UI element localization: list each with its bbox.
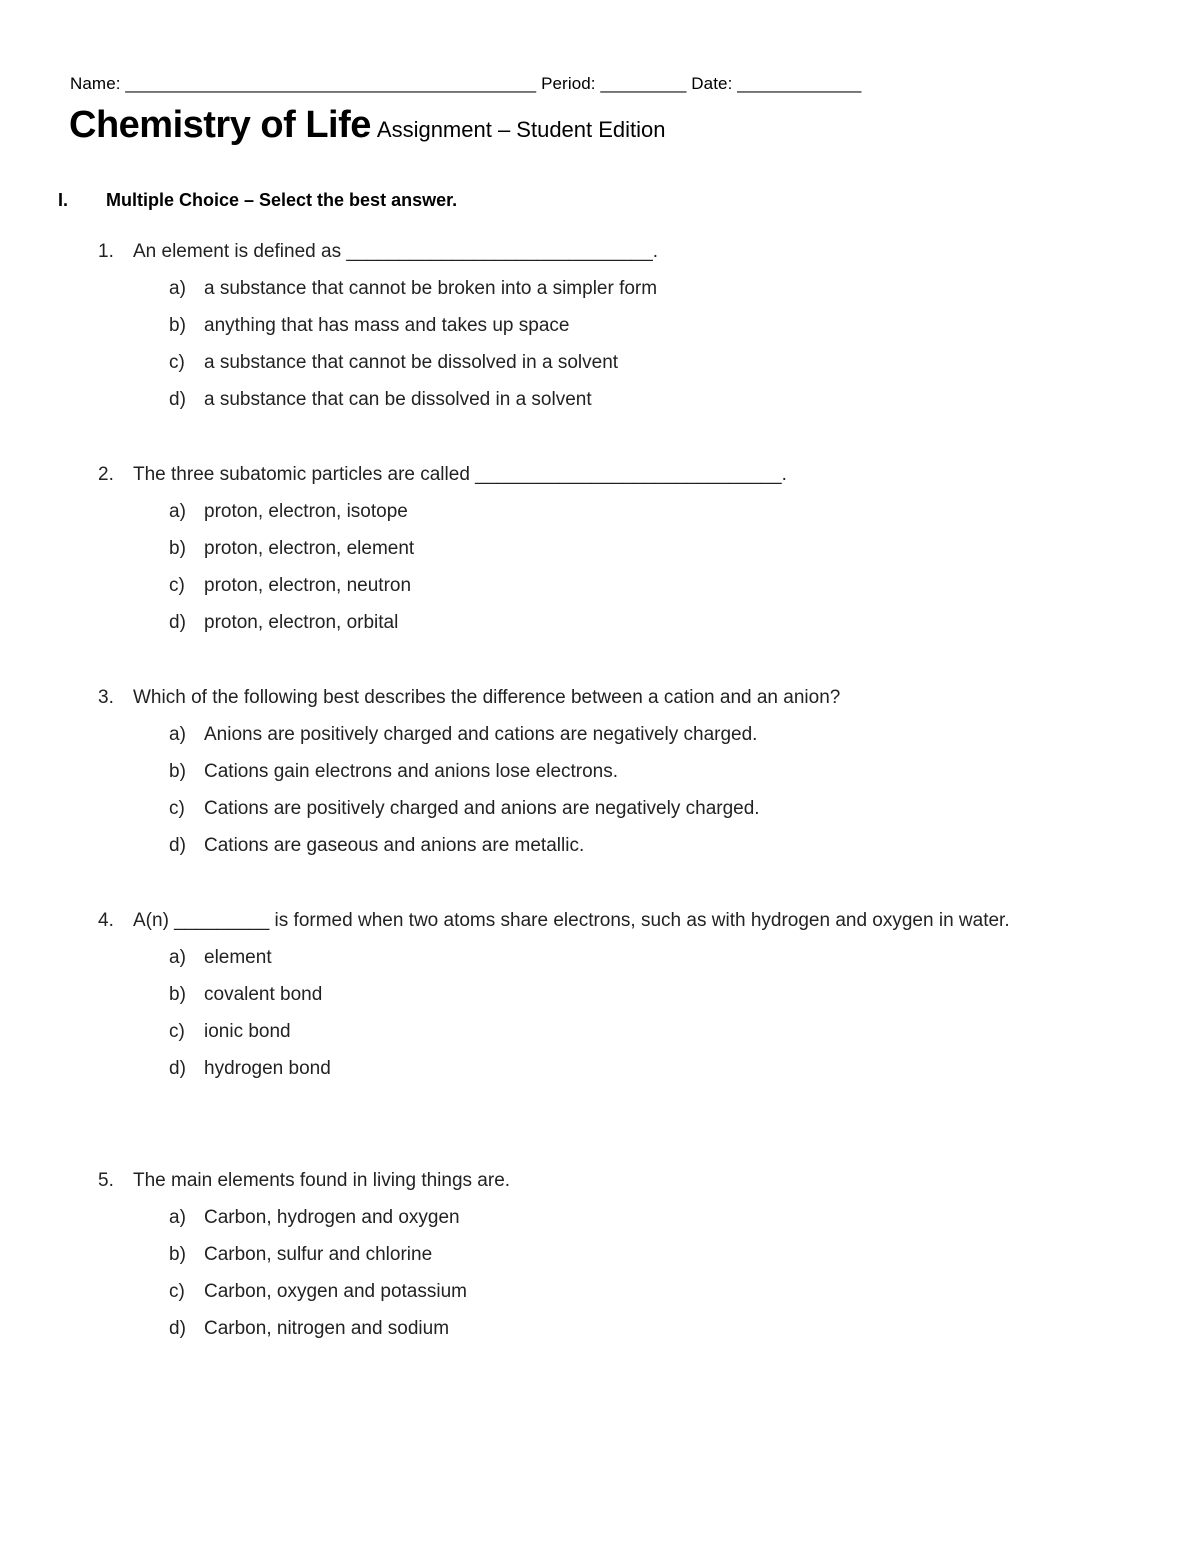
answer-options — [98, 716, 1128, 864]
question-text: The main elements found in living things are. — [133, 1170, 511, 1191]
option-letter: a) — [169, 947, 186, 968]
option-text: proton, electron, isotope — [204, 501, 408, 522]
option-letter: a) — [169, 1207, 186, 1228]
option-letter: d) — [169, 1058, 186, 1079]
question-number: 3. — [98, 687, 114, 708]
answer-option-b[interactable] — [169, 530, 1128, 567]
option-text: Carbon, nitrogen and sodium — [204, 1318, 450, 1339]
option-text: anything that has mass and takes up space — [204, 315, 570, 336]
answer-option-c[interactable] — [169, 1273, 1128, 1310]
question-stem — [98, 233, 1128, 270]
section-number: I. — [58, 190, 69, 210]
answer-option-b[interactable] — [169, 307, 1128, 344]
question-text: A(n) _________ is formed when two atoms share electrons, such as with hydrogen and oxygen in water. — [133, 910, 1010, 931]
question-text: The three subatomic particles are called _____________________________. — [133, 464, 787, 485]
answer-option-a[interactable] — [169, 270, 1128, 307]
option-letter: b) — [169, 315, 186, 336]
answer-option-c[interactable] — [169, 344, 1128, 381]
answer-option-d[interactable] — [169, 1050, 1128, 1087]
option-letter: d) — [169, 389, 186, 410]
question-number: 1. — [98, 241, 114, 262]
page-title: Chemistry of Life — [69, 104, 371, 146]
answer-option-a[interactable] — [169, 1199, 1128, 1236]
option-text: Anions are positively charged and cations are negatively charged. — [204, 724, 758, 745]
option-letter: b) — [169, 1244, 186, 1265]
option-text: proton, electron, orbital — [204, 612, 399, 633]
option-letter: c) — [169, 798, 185, 819]
answer-option-a[interactable] — [169, 716, 1128, 753]
page-subtitle: Assignment – Student Edition — [376, 117, 666, 142]
option-letter: c) — [169, 1021, 185, 1042]
answer-option-c[interactable] — [169, 1013, 1128, 1050]
option-letter: c) — [169, 352, 185, 373]
question-stem — [98, 1162, 1128, 1199]
option-letter: b) — [169, 761, 186, 782]
question-stem — [98, 679, 1128, 716]
option-text: Carbon, oxygen and potassium — [204, 1281, 467, 1302]
option-text: Carbon, sulfur and chlorine — [204, 1244, 433, 1265]
question-stem — [98, 456, 1128, 493]
question-number: 4. — [98, 910, 114, 931]
option-text: Cations are positively charged and anions are negatively charged. — [204, 798, 760, 819]
answer-option-c[interactable] — [169, 790, 1128, 827]
title-row — [69, 104, 666, 147]
answer-option-a[interactable] — [169, 493, 1128, 530]
option-text: element — [204, 947, 272, 968]
question-number: 5. — [98, 1170, 114, 1191]
question-3 — [98, 679, 1128, 864]
answer-option-c[interactable] — [169, 567, 1128, 604]
question-2 — [98, 456, 1128, 641]
answer-options — [98, 493, 1128, 641]
answer-option-d[interactable] — [169, 827, 1128, 864]
option-text: a substance that cannot be dissolved in a solvent — [204, 352, 619, 373]
answer-option-d[interactable] — [169, 604, 1128, 641]
option-text: proton, electron, neutron — [204, 575, 412, 596]
answer-options — [98, 270, 1128, 418]
option-letter: d) — [169, 1318, 186, 1339]
option-text: a substance that cannot be broken into a simpler form — [204, 278, 658, 299]
answer-option-d[interactable] — [169, 1310, 1128, 1347]
student-info-line: Name: ___________________________________________ Period: _________ Date: _____________ — [70, 74, 862, 93]
option-text: Cations are gaseous and anions are metallic. — [204, 835, 585, 856]
question-4 — [98, 902, 1128, 1087]
option-letter: c) — [169, 575, 185, 596]
answer-option-d[interactable] — [169, 381, 1128, 418]
option-text: covalent bond — [204, 984, 323, 1005]
option-letter: d) — [169, 835, 186, 856]
question-1 — [98, 233, 1128, 418]
question-text: Which of the following best describes the difference between a cation and an anion? — [133, 687, 841, 708]
question-stem — [98, 902, 1128, 939]
option-letter: d) — [169, 612, 186, 633]
answer-option-b[interactable] — [169, 753, 1128, 790]
option-text: ionic bond — [204, 1021, 291, 1042]
answer-options — [98, 939, 1128, 1087]
option-text: Carbon, hydrogen and oxygen — [204, 1207, 460, 1228]
question-number: 2. — [98, 464, 114, 485]
question-5 — [98, 1162, 1128, 1347]
section-heading — [58, 190, 457, 211]
option-letter: c) — [169, 1281, 185, 1302]
question-text: An element is defined as _____________________________. — [133, 241, 659, 262]
option-letter: b) — [169, 984, 186, 1005]
option-letter: a) — [169, 724, 186, 745]
option-text: Cations gain electrons and anions lose electrons. — [204, 761, 619, 782]
answer-option-b[interactable] — [169, 976, 1128, 1013]
option-text: proton, electron, element — [204, 538, 415, 559]
option-letter: a) — [169, 501, 186, 522]
option-letter: b) — [169, 538, 186, 559]
option-letter: a) — [169, 278, 186, 299]
answer-option-a[interactable] — [169, 939, 1128, 976]
answer-option-b[interactable] — [169, 1236, 1128, 1273]
option-text: a substance that can be dissolved in a solvent — [204, 389, 592, 410]
option-text: hydrogen bond — [204, 1058, 331, 1079]
answer-options — [98, 1199, 1128, 1347]
section-title: Multiple Choice – Select the best answer. — [106, 190, 458, 210]
